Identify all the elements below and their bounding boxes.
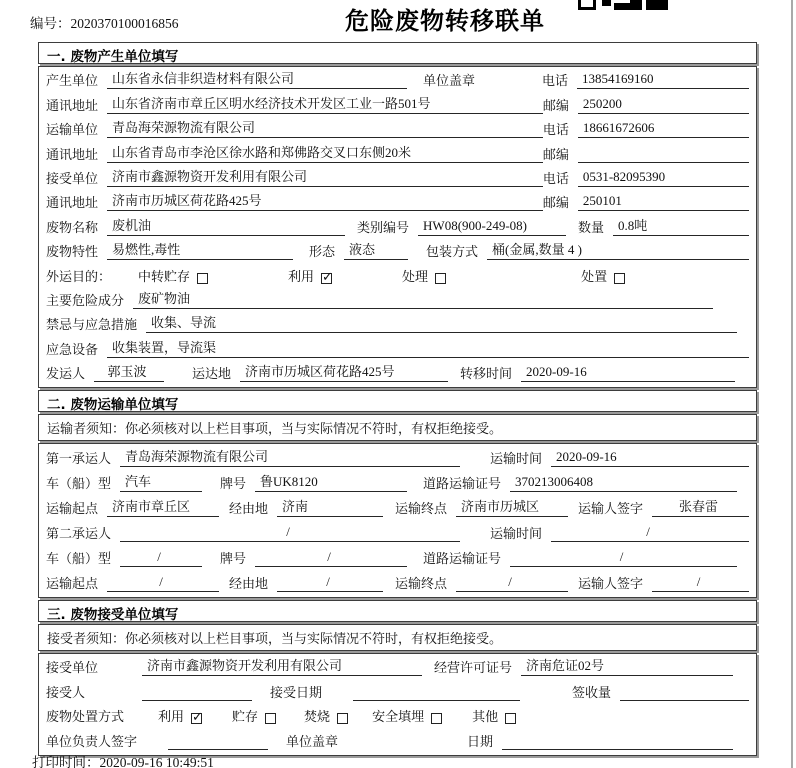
purpose-row <box>39 264 756 288</box>
receiver-label: 接受单位 <box>46 170 99 186</box>
transport-time-label: 运输时间 <box>489 451 542 467</box>
carrier2-row <box>39 521 756 546</box>
option-label: 利用 <box>288 268 315 284</box>
print-time-line <box>32 751 214 768</box>
carrier2-time-value: / <box>551 524 749 542</box>
producer-zip-value: 250200 <box>578 96 749 114</box>
vehicle2-row <box>39 546 756 571</box>
accept-unit-label: 接受单位 <box>46 660 99 676</box>
route-start-value: 济南市章丘区 <box>107 496 219 517</box>
address-label: 通讯地址 <box>46 97 99 113</box>
option-label: 处置 <box>581 268 608 284</box>
sign-qty-label: 签收量 <box>572 684 612 700</box>
carrier1-row <box>39 446 756 471</box>
doc-number: 2020370100016856 <box>70 16 179 31</box>
taboo-row <box>39 313 756 337</box>
taboo-label: 禁忌与应急措施 <box>46 317 138 333</box>
vehicle-type-label: 车（船）型 <box>46 476 112 492</box>
disposal-option-other <box>472 706 516 725</box>
section3-content <box>38 653 757 756</box>
route1-row <box>39 496 756 521</box>
waste-name-row <box>39 215 756 239</box>
hazard-row <box>39 289 756 313</box>
print-time-label: 打印时间： <box>32 755 100 768</box>
route-end-label: 运输终点 <box>395 501 448 517</box>
checkbox-dispose <box>614 273 625 284</box>
phone-label: 电话 <box>541 73 568 89</box>
producer-value: 山东省永信非织造材料有限公司 <box>107 68 407 89</box>
shipper-label: 发运人 <box>46 366 86 382</box>
equipment-label: 应急设备 <box>46 341 99 357</box>
doc-number-label: 编号： <box>30 16 71 31</box>
carrier2-value: / <box>120 524 460 542</box>
plate-value: 鲁UK8120 <box>255 471 407 492</box>
accept-date-label: 接受日期 <box>270 684 323 700</box>
section2-content <box>38 443 757 598</box>
transfer-time-value: 2020-09-16 <box>521 364 735 382</box>
route-end-label: 运输终点 <box>395 576 448 592</box>
quantity-label: 数量 <box>578 219 605 235</box>
zip-label: 邮编 <box>542 195 569 211</box>
transport-time-label: 运输时间 <box>489 526 542 542</box>
category-value: HW08(900-249-08) <box>418 218 566 236</box>
manifest-form <box>38 42 757 758</box>
destination-label: 运达地 <box>192 366 232 382</box>
purpose-option-dispose <box>581 266 625 285</box>
route-via-label: 经由地 <box>229 576 269 592</box>
section1-content <box>38 66 757 388</box>
road-license-label: 道路运输证号 <box>423 476 502 492</box>
plate-label: 牌号 <box>220 476 247 492</box>
waste-traits-row <box>39 240 756 264</box>
carrier1-label: 第一承运人 <box>46 451 112 467</box>
hazard-label: 主要危险成分 <box>46 292 125 308</box>
producer-phone-value: 13854169160 <box>577 71 749 89</box>
traits-value: 易燃性,毒性 <box>107 239 293 260</box>
option-label: 安全填埋 <box>372 709 425 725</box>
form-value: 液态 <box>344 239 408 260</box>
route-start-label: 运输起点 <box>46 501 99 517</box>
vehicle-type-label: 车（船）型 <box>46 551 112 567</box>
manager-sign-value <box>168 736 268 750</box>
section3-notice: 接受者须知：你必须核对以上栏目事项，当与实际情况不符时，有权拒绝接受。 <box>38 624 757 651</box>
transporter-phone-value: 18661672606 <box>578 120 749 138</box>
receiver-row <box>39 167 756 191</box>
route-start-label: 运输起点 <box>46 576 99 592</box>
vehicle1-row <box>39 471 756 496</box>
waste-name-value: 废机油 <box>107 215 345 236</box>
accept-unit-row <box>39 656 756 680</box>
disposal-option-use <box>158 706 202 725</box>
checkbox-store <box>265 713 276 724</box>
disposal-label: 废物处置方式 <box>46 709 125 725</box>
transporter-row <box>39 118 756 142</box>
transporter-zip-value <box>578 149 749 163</box>
plate2-value: / <box>255 549 407 567</box>
zip-label: 邮编 <box>542 146 569 162</box>
disposal-option-store <box>232 706 276 725</box>
purpose-option-treat <box>402 266 446 285</box>
checkbox-use <box>191 713 202 724</box>
transfer-time-label: 转移时间 <box>460 366 513 382</box>
accept-date-value <box>353 687 520 701</box>
equipment-row <box>39 337 756 361</box>
phone-label: 电话 <box>542 122 569 138</box>
option-label: 中转贮存 <box>138 268 191 284</box>
vehicle-type-value: 汽车 <box>120 471 202 492</box>
purpose-option-use <box>288 266 332 285</box>
date-value <box>502 736 733 750</box>
route-via-value: 济南 <box>277 496 383 517</box>
transporter-address-value: 山东省青岛市李沧区徐水路和郑佛路交叉口东侧20米 <box>107 142 543 163</box>
permit-label: 经营许可证号 <box>434 660 513 676</box>
purpose-option-transfer <box>138 266 208 285</box>
unit-seal-label: 单位盖章 <box>423 73 476 89</box>
road-license-label: 道路运输证号 <box>423 551 502 567</box>
packing-value: 桶(金属,数量 4 ) <box>487 239 749 260</box>
accept-person-label: 接受人 <box>46 684 86 700</box>
producer-label: 产生单位 <box>46 73 99 89</box>
accept-person-value <box>142 687 252 701</box>
disposal-option-burn <box>304 706 348 725</box>
carrier1-value: 青岛海荣源物流有限公司 <box>120 446 460 467</box>
print-time-value: 2020-09-16 10:49:51 <box>99 755 214 768</box>
equipment-value: 收集装置，导流渠 <box>107 337 749 358</box>
option-label: 利用 <box>158 709 185 725</box>
shipper-value: 郭玉波 <box>94 361 164 382</box>
quantity-value: 0.8吨 <box>613 215 749 236</box>
purpose-label: 外运目的： <box>46 268 112 284</box>
checkbox-burn <box>337 713 348 724</box>
checkbox-other <box>505 713 516 724</box>
section3-header: 三. 废物接受单位填写 <box>38 600 757 622</box>
producer-address-value: 山东省济南市章丘区明水经济技术开发区工业一路501号 <box>107 93 543 114</box>
signoff-row <box>39 729 756 753</box>
address-label: 通讯地址 <box>46 146 99 162</box>
transport-time-value: 2020-09-16 <box>551 449 749 467</box>
road-license2-value: / <box>510 549 737 567</box>
receiver-address-value: 济南市历城区荷花路425号 <box>107 190 543 211</box>
zip-label: 邮编 <box>542 97 569 113</box>
destination-value: 济南市历城区荷花路425号 <box>240 361 448 382</box>
page-title: 危险废物转移联单 <box>345 7 545 35</box>
manager-sign-label: 单位负责人签字 <box>46 733 138 749</box>
traits-label: 废物特性 <box>46 244 99 260</box>
transporter-value: 青岛海荣源物流有限公司 <box>107 117 543 138</box>
route2-end-value: / <box>456 574 568 592</box>
disposal-row <box>39 705 756 729</box>
sign-qty-value <box>620 687 749 701</box>
route2-start-value: / <box>107 574 219 592</box>
plate-label: 牌号 <box>220 551 247 567</box>
window-edge-line <box>791 0 793 768</box>
date-label: 日期 <box>467 733 494 749</box>
section2-notice: 运输者须知：你必须核对以上栏目事项，当与实际情况不符时，有权拒绝接受。 <box>38 414 757 441</box>
route2-via-value: / <box>277 574 383 592</box>
address-label: 通讯地址 <box>46 195 99 211</box>
option-label: 贮存 <box>232 709 259 725</box>
transporter-label: 运输单位 <box>46 122 99 138</box>
route-end-value: 济南市历城区 <box>456 496 568 517</box>
producer-address-row <box>39 93 756 117</box>
option-label: 焚烧 <box>304 709 331 725</box>
taboo-value: 收集、导流 <box>146 312 737 333</box>
section1-header: 一. 废物产生单位填写 <box>38 42 757 64</box>
transporter-address-row <box>39 142 756 166</box>
vehicle2-type-value: / <box>120 549 202 567</box>
route2-row <box>39 571 756 596</box>
unit-seal-label: 单位盖章 <box>286 733 339 749</box>
receiver-phone-value: 0531-82095390 <box>578 169 749 187</box>
checkbox-treat <box>435 273 446 284</box>
qr-code-fragment <box>578 0 670 11</box>
carrier2-label: 第二承运人 <box>46 526 112 542</box>
carrier-sign-value: 张春雷 <box>652 496 749 517</box>
checkbox-use <box>321 273 332 284</box>
disposal-option-landfill <box>372 706 442 725</box>
accept-unit-value: 济南市鑫源物资开发利用有限公司 <box>142 655 422 676</box>
packing-label: 包装方式 <box>426 244 479 260</box>
waste-name-label: 废物名称 <box>46 219 99 235</box>
checkbox-transfer-storage <box>197 273 208 284</box>
section2-header: 二. 废物运输单位填写 <box>38 390 757 412</box>
receiver-address-row <box>39 191 756 215</box>
carrier2-sign-value: / <box>652 574 749 592</box>
checkbox-landfill <box>431 713 442 724</box>
carrier-sign-label: 运输人签字 <box>578 576 644 592</box>
option-label: 其他 <box>472 709 499 725</box>
permit-value: 济南危证02号 <box>521 655 733 676</box>
receiver-value: 济南市鑫源物资开发利用有限公司 <box>107 166 543 187</box>
option-label: 处理 <box>402 268 429 284</box>
accept-person-row <box>39 680 756 704</box>
road-license-value: 370213006408 <box>510 474 737 492</box>
phone-label: 电话 <box>542 170 569 186</box>
category-label: 类别编号 <box>357 219 410 235</box>
producer-row <box>39 69 756 93</box>
carrier-sign-label: 运输人签字 <box>578 501 644 517</box>
hazard-value: 废矿物油 <box>133 288 713 309</box>
dispatch-row <box>39 362 756 386</box>
route-via-label: 经由地 <box>229 501 269 517</box>
form-label: 形态 <box>309 244 336 260</box>
receiver-zip-value: 250101 <box>578 193 749 211</box>
